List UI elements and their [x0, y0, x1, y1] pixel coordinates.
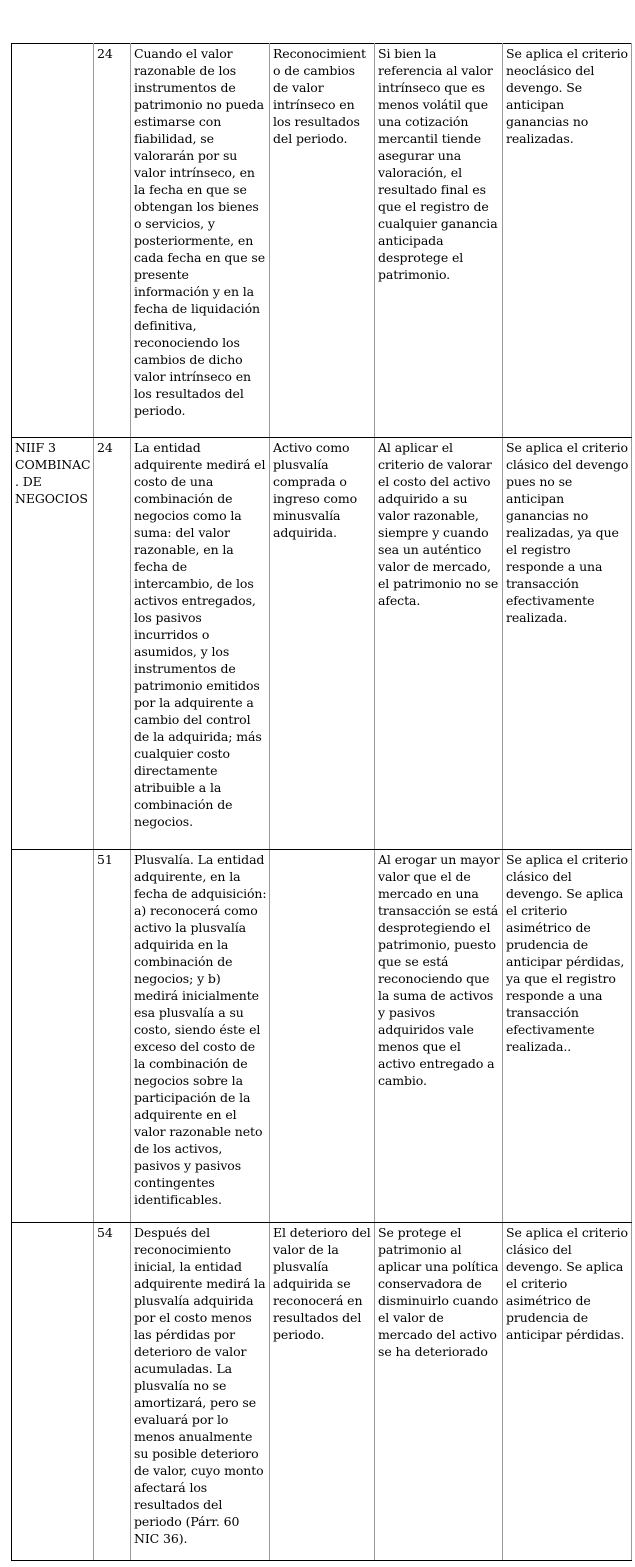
niif-standards-table [11, 43, 632, 1561]
cell-analysis: Si bien la referencia al valor intrínseco que es menos volátil que una cotización mercantil tiende asegurar una valoración, el resultado final es que el registro de cualquier ganancia anticipada desprotege el patrimonio. [375, 44, 503, 438]
cell-criterion: Se aplica el criterio neoclásico del devengo. Se anticipan ganancias no realizadas. [503, 44, 632, 438]
cell-paragraph-number: 24 [94, 438, 131, 850]
cell-recognition [270, 850, 375, 1223]
cell-criterion: Se aplica el criterio clásico del devengo. Se aplica el criterio asimétrico de prudencia de anticipar pérdidas. [503, 1223, 632, 1561]
cell-paragraph-number: 24 [94, 44, 131, 438]
cell-recognition: El deterioro del valor de la plusvalía adquirida se reconocerá en resultados del periodo. [270, 1223, 375, 1561]
cell-norm-text: Plusvalía. La entidad adquirente, en la fecha de adquisición: a) reconocerá como activo la plusvalía adquirida en la combinación de negocios; y b) medirá inicialmente esa plusvalía a su costo, siendo éste el exceso del costo de la combinación de negocios sobre la participación de la adquirente en el valor razonable neto de los activos, pasivos y pasivos contingentes identificables. [131, 850, 270, 1223]
table-row [12, 438, 632, 850]
cell-criterion: Se aplica el criterio clásico del devengo pues no se anticipan ganancias no realizadas, ya que el registro responde a una transacción efectivamente realizada. [503, 438, 632, 850]
cell-norm-text: La entidad adquirente medirá el costo de una combinación de negocios como la suma: del valor razonable, en la fecha de intercambio, de los activos entregados, los pasivos incurridos o asumidos, y los instrumentos de patrimonio emitidos por la adquirente a cambio del control de la adquirida; más cualquier costo directamente atribuible a la combinación de negocios. [131, 438, 270, 850]
cell-analysis: Al aplicar el criterio de valorar el costo del activo adquirido a su valor razonable, siempre y cuando sea un auténtico valor de mercado, el patrimonio no se afecta. [375, 438, 503, 850]
cell-recognition: Reconocimiento de cambios de valor intrínseco en los resultados del periodo. [270, 44, 375, 438]
cell-recognition: Activo como plusvalía comprada o ingreso como minusvalía adquirida. [270, 438, 375, 850]
cell-criterion: Se aplica el criterio clásico del devengo. Se aplica el criterio asimétrico de prudencia de anticipar pérdidas, ya que el registro responde a una transacción efectivamente realizada.. [503, 850, 632, 1223]
cell-norm-text: Después del reconocimiento inicial, la entidad adquirente medirá la plusvalía adquirida por el costo menos las pérdidas por deterioro de valor acumuladas. La plusvalía no se amortizará, pero se evaluará por lo menos anualmente su posible deterioro de valor, cuyo monto afectará los resultados del periodo (Párr. 60 NIC 36). [131, 1223, 270, 1561]
table-row [12, 44, 632, 438]
cell-analysis: Al erogar un mayor valor que el de mercado en una transacción se está desprotegiendo el patrimonio, puesto que se está reconociendo que la suma de activos y pasivos adquiridos vale menos que el activo entregado a cambio. [375, 850, 503, 1223]
cell-standard-name [12, 850, 94, 1223]
cell-standard-name [12, 44, 94, 438]
cell-paragraph-number: 51 [94, 850, 131, 1223]
cell-norm-text: Cuando el valor razonable de los instrumentos de patrimonio no pueda estimarse con fiabilidad, se valorarán por su valor intrínseco, en la fecha en que se obtengan los bienes o servicios, y posteriormente, en cada fecha en que se presente información y en la fecha de liquidación definitiva, reconociendo los cambios de dicho valor intrínseco en los resultados del periodo. [131, 44, 270, 438]
table-row [12, 1223, 632, 1561]
cell-analysis: Se protege el patrimonio al aplicar una política conservadora de disminuirlo cuando el valor de mercado del activo se ha deteriorado [375, 1223, 503, 1561]
table-row [12, 850, 632, 1223]
cell-standard-name [12, 1223, 94, 1561]
cell-paragraph-number: 54 [94, 1223, 131, 1561]
cell-standard-name: NIIF 3 COMBINAC. DE NEGOCIOS [12, 438, 94, 850]
